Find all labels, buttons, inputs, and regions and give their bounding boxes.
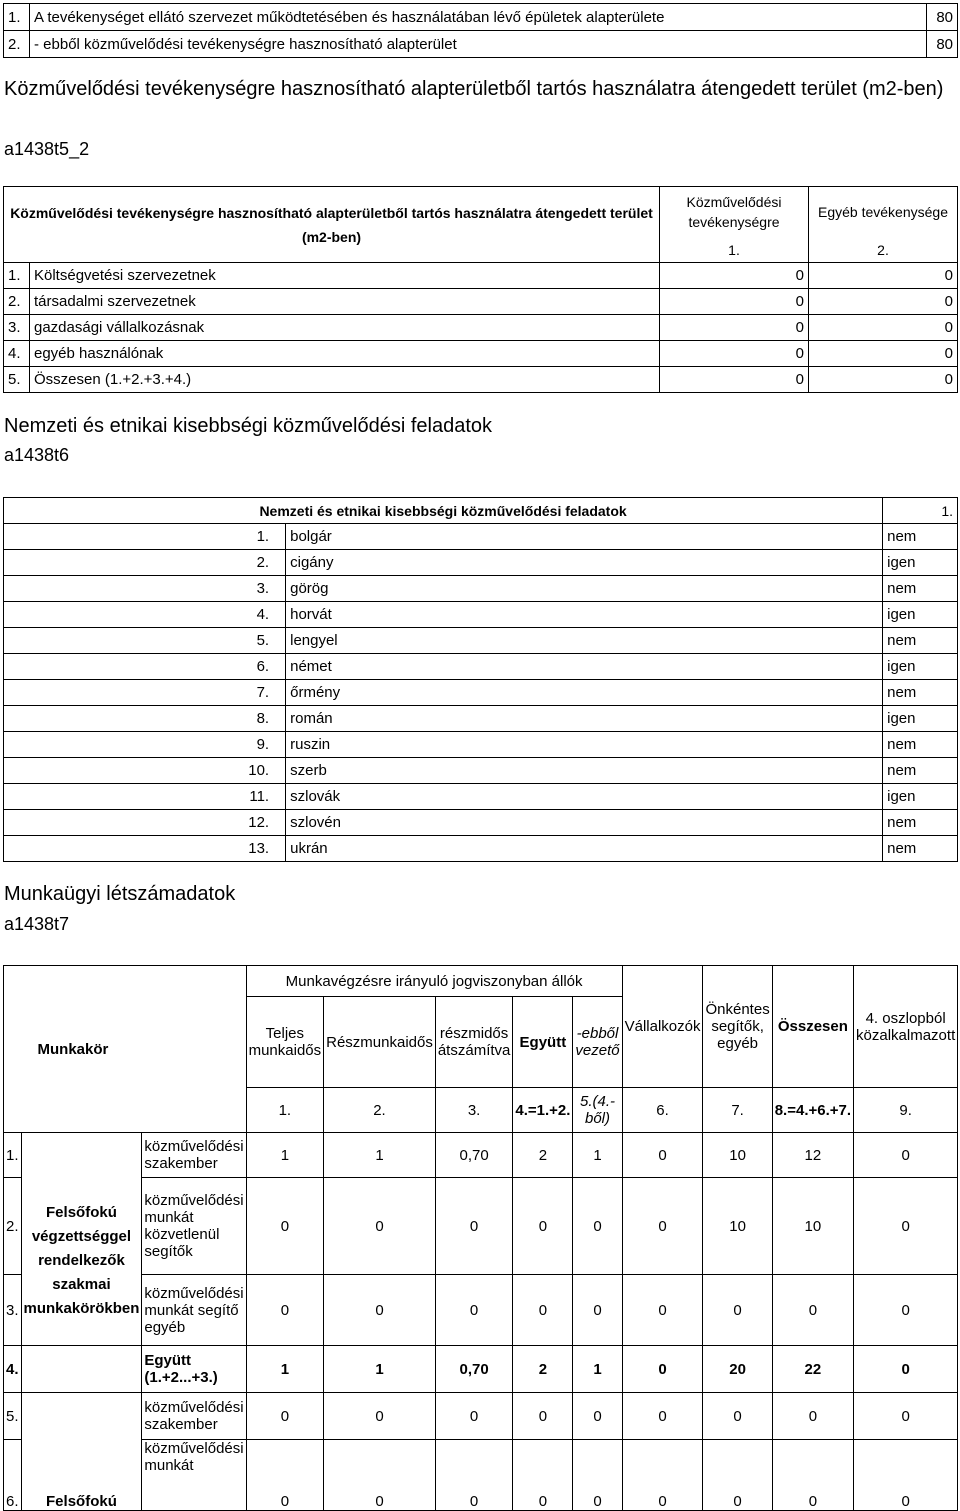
row-number: 4. (4, 602, 286, 628)
row-label: görög (286, 576, 883, 602)
row-value: 0 (809, 263, 958, 289)
column-index: 1. (246, 1088, 324, 1133)
building-area-table (3, 3, 958, 58)
row-value: nem (883, 524, 958, 550)
row-value: igen (883, 706, 958, 732)
table-row (4, 263, 958, 289)
cell-value: 0,70 (435, 1346, 513, 1393)
row-value: 0 (660, 367, 809, 393)
row-value: 0 (660, 315, 809, 341)
row-number: 6. (4, 654, 286, 680)
row-value: 0 (809, 341, 958, 367)
row-value: 0 (660, 289, 809, 315)
cell-value: 20 (703, 1346, 772, 1393)
table-row (4, 4, 958, 31)
cell-value: 1 (246, 1346, 324, 1393)
row-label: közművelődési munkát segítő egyéb (142, 1275, 246, 1346)
row-value: igen (883, 550, 958, 576)
cell-value: 22 (772, 1346, 853, 1393)
column-header: Együtt (513, 997, 573, 1088)
cell-value: 0 (435, 1440, 513, 1511)
cell-value: 1 (324, 1346, 436, 1393)
row-number: 11. (4, 784, 286, 810)
row-value: 80 (927, 4, 958, 31)
minority-tasks-table (3, 497, 958, 862)
row-label: egyéb használónak (30, 341, 660, 367)
column-header: Önkéntes segítők, egyéb (703, 966, 772, 1088)
row-number: 1. (4, 1133, 22, 1178)
row-label: Költségvetési szervezetnek (30, 263, 660, 289)
column-index: 8.=4.+6.+7. (772, 1088, 853, 1133)
row-value: igen (883, 784, 958, 810)
cell-value: 0 (622, 1346, 703, 1393)
group-label: Felsőfokú (21, 1440, 142, 1511)
row-value: nem (883, 732, 958, 758)
cell-value: 0 (854, 1440, 958, 1511)
cell-value: 0 (703, 1393, 772, 1440)
cell-value: 0 (324, 1440, 436, 1511)
table-row (4, 732, 958, 758)
cell-value: 0 (573, 1275, 622, 1346)
column-index: 2. (324, 1088, 436, 1133)
row-value: 0 (809, 315, 958, 341)
row-number: 2. (4, 550, 286, 576)
row-value: nem (883, 680, 958, 706)
row-number: 1. (4, 4, 30, 31)
column-index: 6. (622, 1088, 703, 1133)
cell-value: 0 (573, 1178, 622, 1275)
row-number: 3. (4, 1275, 22, 1346)
row-label: szerb (286, 758, 883, 784)
cell-value: 0 (324, 1393, 436, 1440)
cell-value: 0,70 (435, 1133, 513, 1178)
table-row (4, 1440, 958, 1511)
section-title: Munkaügyi létszámadatok (4, 883, 236, 905)
table-row (4, 1275, 958, 1346)
table-row (4, 524, 958, 550)
section-title: Közművelődési tevékenységre hasznosítható alapterületből tartós használatra átengedett terület (m2-ben) (4, 78, 944, 100)
column-index: 7. (703, 1088, 772, 1133)
column-header: Összesen (772, 966, 853, 1088)
row-number: 6. (4, 1440, 22, 1511)
row-label: közművelődési munkát közvetlenül segítők (142, 1178, 246, 1275)
cell-value: 10 (703, 1133, 772, 1178)
row-label: ukrán (286, 836, 883, 862)
cell-value: 0 (854, 1178, 958, 1275)
cell-value: 0 (435, 1275, 513, 1346)
cell-value: 0 (246, 1275, 324, 1346)
cell-value: 0 (854, 1275, 958, 1346)
row-value: nem (883, 810, 958, 836)
section-code: a1438t6 (4, 445, 70, 465)
cell-value: 0 (772, 1393, 853, 1440)
row-number: 12. (4, 810, 286, 836)
row-number: 4. (4, 341, 30, 367)
row-number: 3. (4, 576, 286, 602)
cell-value: 1 (573, 1133, 622, 1178)
row-number: 2. (4, 289, 30, 315)
cell-value: 1 (246, 1133, 324, 1178)
cell-value: 0 (513, 1178, 573, 1275)
cell-value: 0 (854, 1133, 958, 1178)
cell-value: 10 (772, 1178, 853, 1275)
row-label: közművelődési munkát (142, 1440, 246, 1511)
cell-value: 2 (513, 1133, 573, 1178)
table-row (4, 758, 958, 784)
column-header: részmidős átszámítva (435, 997, 513, 1088)
cell-value: 0 (573, 1440, 622, 1511)
row-value: igen (883, 654, 958, 680)
table-row (4, 706, 958, 732)
row-number: 5. (4, 1393, 22, 1440)
section-title: Nemzeti és etnikai kisebbségi közművelődési feladatok (4, 415, 493, 437)
column-header: Közművelődési tevékenységre (660, 187, 809, 238)
row-label: társadalmi szervezetnek (30, 289, 660, 315)
row-label: ruszin (286, 732, 883, 758)
column-header: Vállalkozók (622, 966, 703, 1088)
column-index: 1. (883, 498, 958, 524)
row-label: A tevékenységet ellátó szervezet működtetésében és használatában lévő épületek alapterülete (30, 4, 927, 31)
column-header: -ebből vezető (573, 997, 622, 1088)
cell-value: 0 (513, 1440, 573, 1511)
cell-value: 0 (622, 1440, 703, 1511)
cell-value: 0 (622, 1133, 703, 1178)
row-number: 4. (4, 1346, 22, 1393)
row-value: 0 (809, 367, 958, 393)
row-label: horvát (286, 602, 883, 628)
row-label: lengyel (286, 628, 883, 654)
table-row (4, 341, 958, 367)
row-label: szlovák (286, 784, 883, 810)
row-label: Együtt (1.+2...+3.) (142, 1346, 246, 1393)
row-number: 10. (4, 758, 286, 784)
row-number: 8. (4, 706, 286, 732)
table-row (4, 628, 958, 654)
row-number: 13. (4, 836, 286, 862)
row-label: közművelődési szakember (142, 1393, 246, 1440)
row-number: 3. (4, 315, 30, 341)
row-number: 5. (4, 628, 286, 654)
cell-value: 0 (513, 1393, 573, 1440)
row-label: közművelődési szakember (142, 1133, 246, 1178)
table-row (4, 680, 958, 706)
table-row (4, 367, 958, 393)
cell-value: 0 (854, 1346, 958, 1393)
row-label: Összesen (1.+2.+3.+4.) (30, 367, 660, 393)
cell-value: 0 (573, 1393, 622, 1440)
column-header: 4. oszlopból közalkalmazott (854, 966, 958, 1088)
column-index: 9. (854, 1088, 958, 1133)
column-header: Részmunkaidős (324, 997, 436, 1088)
table-row (4, 1133, 958, 1178)
table-row (4, 1393, 958, 1440)
row-number: 2. (4, 31, 30, 58)
column-header: Teljes munkaidős (246, 997, 324, 1088)
column-index: 1. (660, 237, 809, 263)
row-value: nem (883, 576, 958, 602)
cell-value: 0 (622, 1178, 703, 1275)
leased-area-table (3, 186, 958, 393)
row-label: szlovén (286, 810, 883, 836)
row-number: 5. (4, 367, 30, 393)
cell-value: 0 (246, 1178, 324, 1275)
row-value: 0 (660, 341, 809, 367)
row-value: nem (883, 628, 958, 654)
column-index: 2. (809, 237, 958, 263)
cell-value: 2 (513, 1346, 573, 1393)
column-index: 5.(4.-ből) (573, 1088, 622, 1133)
table-row (4, 550, 958, 576)
row-value: 80 (927, 31, 958, 58)
row-value: 0 (660, 263, 809, 289)
table-row (4, 836, 958, 862)
row-number: 2. (4, 1178, 22, 1275)
cell-value: 1 (573, 1346, 622, 1393)
table-row (4, 1346, 958, 1393)
cell-value: 12 (772, 1133, 853, 1178)
table-row (4, 810, 958, 836)
cell-value: 0 (703, 1275, 772, 1346)
cell-value: 0 (435, 1393, 513, 1440)
row-number: 7. (4, 680, 286, 706)
table-row (4, 289, 958, 315)
table-header: Közművelődési tevékenységre hasznosítható alapterületből tartós használatra átengedett terület (m2-ben) (4, 187, 660, 263)
cell-value: 0 (772, 1275, 853, 1346)
cell-value: 0 (246, 1440, 324, 1511)
cell-value: 0 (622, 1393, 703, 1440)
cell-value: 0 (854, 1393, 958, 1440)
staff-table (3, 965, 958, 1511)
row-number: 1. (4, 263, 30, 289)
cell-value: 10 (703, 1178, 772, 1275)
table-row (4, 1178, 958, 1275)
section-code: a1438t7 (4, 914, 70, 934)
row-value: nem (883, 758, 958, 784)
group-header: Munkavégzésre irányuló jogviszonyban állók (246, 966, 622, 997)
cell-value: 0 (246, 1393, 324, 1440)
cell-value: 0 (513, 1275, 573, 1346)
row-label: - ebből közművelődési tevékenységre hasznosítható alapterület (30, 31, 927, 58)
table-row (4, 315, 958, 341)
row-label: cigány (286, 550, 883, 576)
row-label: őrmény (286, 680, 883, 706)
row-label: gazdasági vállalkozásnak (30, 315, 660, 341)
column-index: 3. (435, 1088, 513, 1133)
cell-value: 0 (622, 1275, 703, 1346)
column-index: 4.=1.+2. (513, 1088, 573, 1133)
row-label: bolgár (286, 524, 883, 550)
cell-value: 0 (435, 1178, 513, 1275)
row-value: 0 (809, 289, 958, 315)
column-header: Egyéb tevékenysége (809, 187, 958, 238)
cell-value: 0 (703, 1440, 772, 1511)
row-number: 9. (4, 732, 286, 758)
cell-value: 0 (324, 1275, 436, 1346)
munkakor-header: Munkakör (4, 966, 142, 1133)
row-label: német (286, 654, 883, 680)
cell-value: 1 (324, 1133, 436, 1178)
section-code: a1438t5_2 (4, 139, 90, 159)
row-label: román (286, 706, 883, 732)
row-number: 1. (4, 524, 286, 550)
cell-value: 0 (772, 1440, 853, 1511)
table-row (4, 602, 958, 628)
group-label: Felsőfokú végzettséggel rendelkezők szakmai munkakörökben (21, 1178, 142, 1346)
row-value: igen (883, 602, 958, 628)
table-row (4, 654, 958, 680)
table-row (4, 31, 958, 58)
table-header: Nemzeti és etnikai kisebbségi közművelődési feladatok (4, 498, 883, 524)
row-value: nem (883, 836, 958, 862)
cell-value: 0 (324, 1178, 436, 1275)
table-row (4, 576, 958, 602)
table-row (4, 784, 958, 810)
